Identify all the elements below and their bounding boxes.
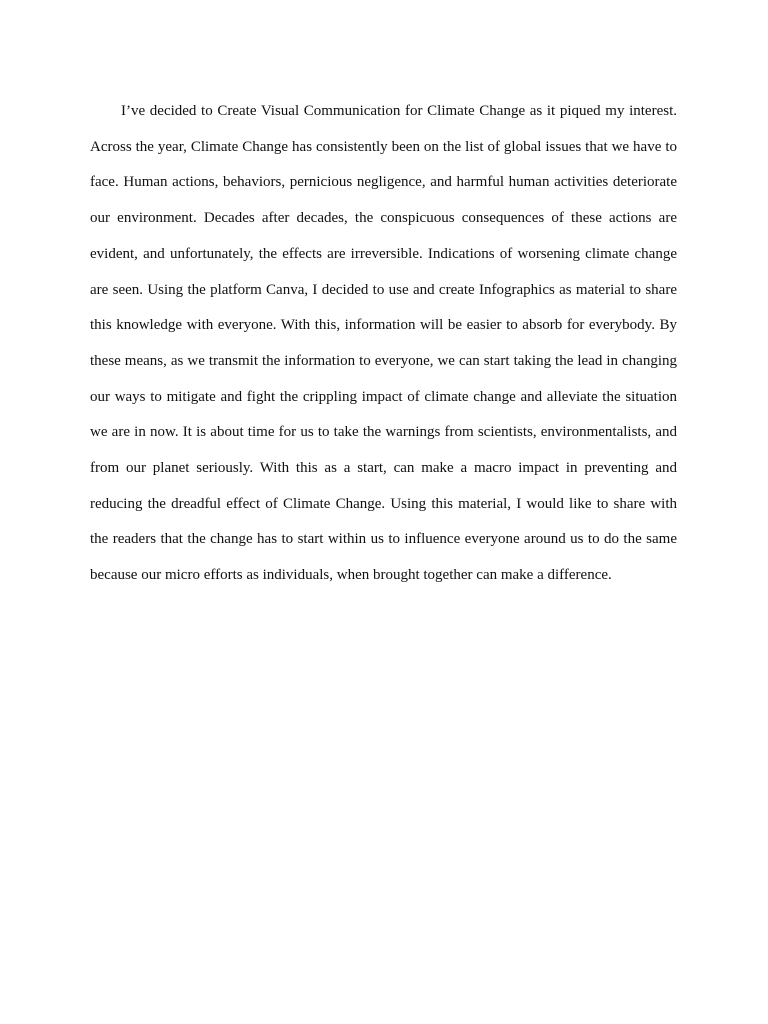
body-paragraph: I’ve decided to Create Visual Communication for Climate Change as it piqued my interest. Across the year, Climate Change has consistently been on the list of global issues that we have to face. Human actions, behaviors, pernicious negligence, and harmful human activities deteriorate our environment. Decades after decades, the conspicuous consequences of these actions are evident, and unfortunately, the effects are irreversible. Indications of worsening climate change are seen. Using the platform Canva, I decided to use and create Infographics as material to share this knowledge with everyone. With this, information will be easier to absorb for everybody. By these means, as we transmit the information to everyone, we can start taking the lead in changing our ways to mitigate and fight the crippling impact of climate change and alleviate the situation we are in now. It is about time for us to take the warnings from scientists, environmentalists, and from our planet seriously. With this as a start, can make a macro impact in preventing and reducing the dreadful effect of Climate Change. Using this material, I would like to share with the readers that the change has to start within us to influence everyone around us to do the same because our micro efforts as individuals, when brought together can make a difference.	[90, 103, 677, 584]
